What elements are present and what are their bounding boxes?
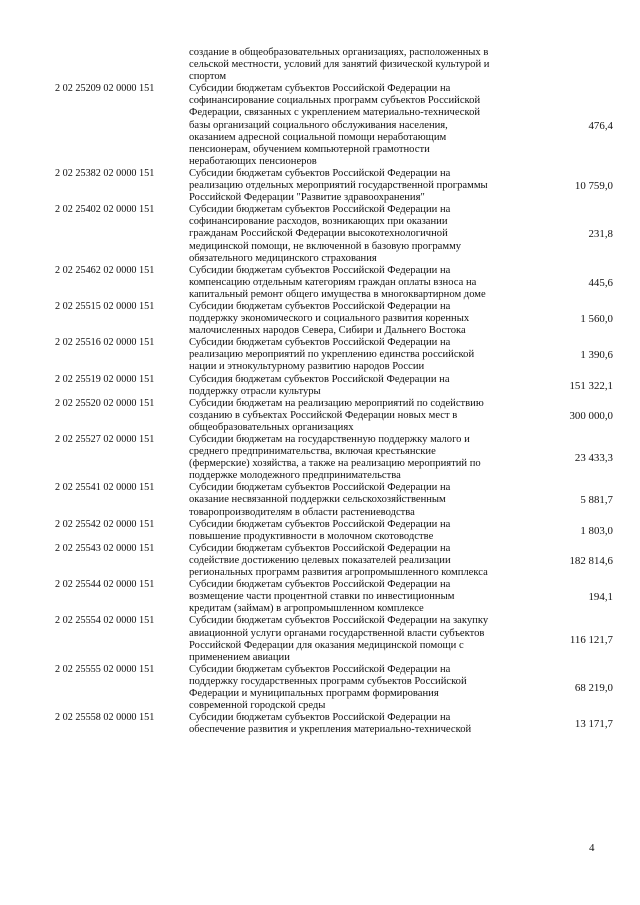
table-row <box>55 374 615 398</box>
table-row <box>55 519 615 543</box>
description-line: малочисленных народов Севера, Сибири и Дальнего Востока <box>189 325 466 337</box>
description-line: поддержку экономического и социального развития коренных <box>189 313 470 325</box>
description-line: базы организаций социального обслуживания населения, <box>189 119 448 131</box>
description-line: авиационной услуги органами государственной власти субъектов <box>189 627 485 639</box>
description-line: товаропроизводителям в области растениеводства <box>189 506 415 518</box>
description-line: капитальный ремонт общего имущества в многоквартирном доме <box>189 288 486 300</box>
description-line: среднего предпринимательства, включая крестьянские <box>189 446 436 458</box>
description-line: возмещение части процентной ставки по инвестиционным <box>189 591 455 603</box>
description <box>189 301 515 337</box>
description <box>189 519 515 543</box>
budget-code: 2 02 25555 02 0000 151 <box>55 663 155 675</box>
description-line: Субсидии бюджетам субъектов Российской Федерации на <box>189 712 451 724</box>
amount: 1 560,0 <box>580 313 613 326</box>
description-line: повышение продуктивности в молочном скотоводстве <box>189 530 434 542</box>
description-line: софинансирование расходов, возникающих при оказании <box>189 216 448 228</box>
amount: 68 219,0 <box>574 681 613 694</box>
description <box>189 47 515 83</box>
table-row <box>55 47 615 83</box>
description-line: поддержке молодежного предпринимательства <box>189 470 401 482</box>
budget-code: 2 02 25515 02 0000 151 <box>55 300 155 312</box>
budget-code: 2 02 25558 02 0000 151 <box>55 712 155 724</box>
description-line: реализацию мероприятий по укреплению единства российской <box>189 349 475 361</box>
table-row <box>55 615 615 663</box>
description <box>189 579 515 615</box>
page-number: 4 <box>589 842 595 854</box>
amount: 13 171,7 <box>574 718 613 731</box>
budget-code: 2 02 25516 02 0000 151 <box>55 337 155 349</box>
table-row <box>55 83 615 168</box>
budget-table <box>55 47 615 736</box>
description <box>189 337 515 373</box>
description <box>189 398 515 434</box>
description <box>189 615 515 663</box>
description-line: Субсидии бюджетам на реализацию мероприятий по содействию <box>189 397 484 409</box>
description-line: неработающих пенсионеров <box>189 155 317 167</box>
description-line: спортом <box>189 71 227 83</box>
budget-code: 2 02 25519 02 0000 151 <box>55 373 155 385</box>
description-line: реализацию отдельных мероприятий государственной программы <box>189 180 488 192</box>
amount: 182 814,6 <box>569 554 613 567</box>
description <box>189 168 515 204</box>
budget-code: 2 02 25520 02 0000 151 <box>55 397 155 409</box>
description-line: Субсидии бюджетам субъектов Российской Федерации на <box>189 83 451 95</box>
description-line: Субсидии бюджетам субъектов Российской Федерации на <box>189 663 451 675</box>
amount: 231,8 <box>588 228 613 241</box>
budget-code: 2 02 25462 02 0000 151 <box>55 264 155 276</box>
description-line: региональных программ развития агропромышленного комплекса <box>189 567 488 579</box>
description-line: содействие достижению целевых показателей реализации <box>189 554 451 566</box>
description <box>189 265 515 301</box>
description <box>189 664 515 712</box>
description-line: Российской Федерации для оказания медицинской помощи с <box>189 639 464 651</box>
table-row <box>55 664 615 712</box>
description-line: Субсидии бюджетам субъектов Российской Федерации на <box>189 542 451 554</box>
description-line: Субсидии бюджетам субъектов Российской Федерации на <box>189 482 451 494</box>
description-line: Субсидии бюджетам субъектов Российской Федерации на <box>189 264 451 276</box>
description-line: Субсидия бюджетам субъектов Российской Федерации на <box>189 373 450 385</box>
budget-code: 2 02 25527 02 0000 151 <box>55 434 155 445</box>
description-line: созданию в субъектах Российской Федерации новых мест в <box>189 409 458 421</box>
table-row <box>55 337 615 373</box>
amount: 5 881,7 <box>580 494 613 507</box>
description <box>189 434 515 482</box>
table-row <box>55 301 615 337</box>
amount: 194,1 <box>588 591 613 604</box>
description <box>189 83 515 168</box>
description-line: Субсидии бюджетам субъектов Российской Федерации на <box>189 300 451 312</box>
description <box>189 712 515 736</box>
description-line: Субсидии бюджетам субъектов Российской Федерации на закупку <box>189 615 489 627</box>
description-line: оказание несвязанной поддержки сельскохозяйственным <box>189 494 446 506</box>
amount: 300 000,0 <box>569 409 613 422</box>
description <box>189 543 515 579</box>
budget-code <box>55 47 189 83</box>
description-line: компенсацию отдельным категориям граждан оплаты взноса на <box>189 276 477 288</box>
budget-code: 2 02 25209 02 0000 151 <box>55 83 155 95</box>
description-line: пенсионерам, обучением компьютерной грамотности <box>189 143 430 155</box>
table-row <box>55 434 615 482</box>
description-line: (фермерские) хозяйства, а также на реализацию мероприятий по <box>189 458 481 470</box>
description-line: современной городской среды <box>189 700 326 712</box>
table-row <box>55 579 615 615</box>
amount: 151 322,1 <box>569 379 613 392</box>
description-line: поддержку государственных программ субъектов Российской <box>189 675 467 687</box>
description-line: медицинской помощи, не включенной в базовую программу <box>189 240 462 252</box>
budget-code: 2 02 25542 02 0000 151 <box>55 518 155 530</box>
description-line: обеспечение развития и укрепления материально-технической <box>189 724 472 736</box>
budget-code: 2 02 25382 02 0000 151 <box>55 167 155 179</box>
description-line: Субсидии бюджетам субъектов Российской Федерации на <box>189 337 451 349</box>
description-line: Субсидии бюджетам субъектов Российской Федерации на <box>189 167 451 179</box>
description-line: Субсидии бюджетам на государственную поддержку малого и <box>189 434 470 445</box>
amount: 1 390,6 <box>580 349 613 362</box>
description-line: Субсидии бюджетам субъектов Российской Федерации на <box>189 518 451 530</box>
amount: 116 121,7 <box>569 633 613 646</box>
budget-code: 2 02 25541 02 0000 151 <box>55 482 155 494</box>
table-row <box>55 712 615 736</box>
description-line: обязательного медицинского страхования <box>189 252 377 264</box>
description <box>189 374 515 398</box>
description-line: нации и этнокультурному развитию народов России <box>189 361 425 373</box>
amount: 476,4 <box>588 119 613 132</box>
amount: 445,6 <box>588 276 613 289</box>
description-line: кредитам (займам) в агропромышленном комплексе <box>189 603 424 615</box>
amount: 1 803,0 <box>580 524 613 537</box>
amount: 10 759,0 <box>574 180 613 193</box>
table-row <box>55 398 615 434</box>
budget-code: 2 02 25402 02 0000 151 <box>55 204 155 216</box>
description-line: Субсидии бюджетам субъектов Российской Федерации на <box>189 204 451 216</box>
description-line: применением авиации <box>189 651 290 663</box>
table-row <box>55 204 615 264</box>
description-line: Федерации, связанных с укреплением материально-технической <box>189 107 481 119</box>
amount <box>515 47 615 83</box>
budget-code: 2 02 25554 02 0000 151 <box>55 615 155 627</box>
description <box>189 482 515 518</box>
description-line: Субсидии бюджетам субъектов Российской Федерации на <box>189 579 451 591</box>
table-row <box>55 543 615 579</box>
budget-code: 2 02 25543 02 0000 151 <box>55 542 155 554</box>
amount: 23 433,3 <box>574 452 613 465</box>
description-line: поддержку отрасли культуры <box>189 385 321 397</box>
table-row <box>55 168 615 204</box>
description-line: Российской Федерации "Развитие здравоохранения" <box>189 192 425 204</box>
budget-code: 2 02 25544 02 0000 151 <box>55 579 155 591</box>
description-line: сельской местности, условий для занятий физической культурой и <box>189 59 490 71</box>
description-line: Федерации и муниципальных программ формирования <box>189 687 439 699</box>
table-row <box>55 265 615 301</box>
description-line: общеобразовательных организациях <box>189 421 354 433</box>
description-line: гражданам Российской Федерации высокотехнологичной <box>189 228 448 240</box>
table-row <box>55 482 615 518</box>
description <box>189 204 515 264</box>
description-line: создание в общеобразовательных организациях, расположенных в <box>189 47 489 58</box>
description-line: софинансирование социальных программ субъектов Российской <box>189 95 481 107</box>
description-line: оказанием адресной социальной помощи неработающим <box>189 131 447 143</box>
